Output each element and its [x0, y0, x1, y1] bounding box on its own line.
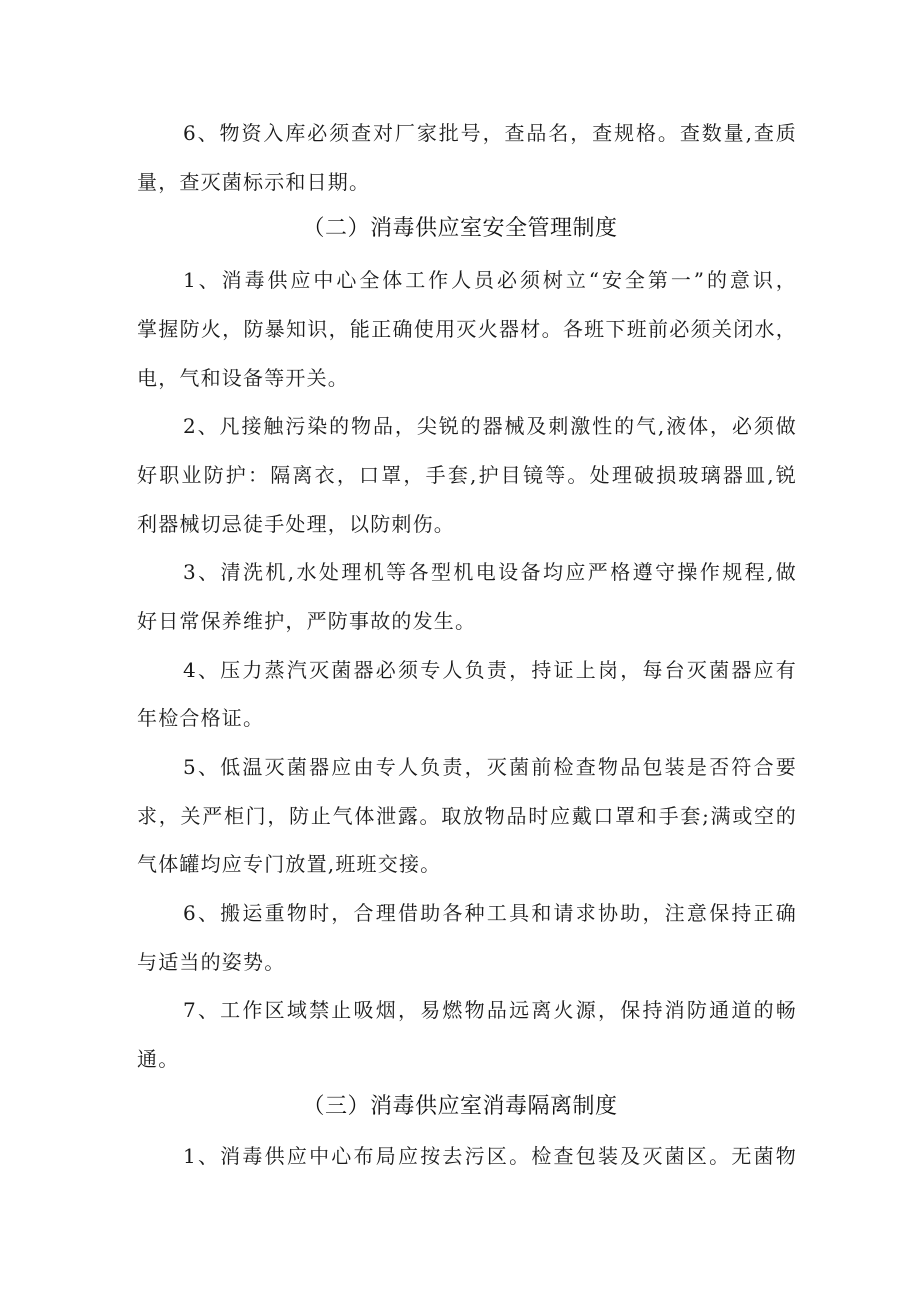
paragraph-line: 2、凡接触污染的物品，尖锐的器械及刺激性的气,液体，必须做	[183, 414, 797, 438]
paragraph-line: 利器械切忌徒手处理，以防刺伤。	[137, 512, 455, 536]
paragraph-line: 年检合格证。	[137, 706, 265, 730]
paragraph-line: 好日常保养维护，严防事故的发生。	[137, 609, 477, 633]
paragraph-line: 1、消毒供应中心全体工作人员必须树立“安全第一”的意识，	[183, 268, 797, 292]
paragraph-line: 通。	[137, 1047, 180, 1071]
section-heading: （二）消毒供应室安全管理制度	[302, 216, 618, 241]
paragraph-line: 与适当的姿势。	[137, 950, 286, 974]
paragraph-line: 6、搬运重物时，合理借助各种工具和请求协助，注意保持正确	[183, 901, 797, 925]
paragraph-line: 1、消毒供应中心布局应按去污区。检查包装及灭菌区。无菌物	[183, 1144, 797, 1168]
paragraph-line: 7、工作区域禁止吸烟，易燃物品远离火源，保持消防通道的畅	[183, 998, 797, 1022]
paragraph-line: 好职业防护：隔离衣，口罩，手套,护目镜等。处理破损玻璃器皿,锐	[137, 463, 797, 487]
paragraph-line: 5、低温灭菌器应由专人负责，灭菌前检查物品包装是否符合要	[183, 755, 797, 779]
paragraph-line: 掌握防火，防暴知识，能正确使用灭火器材。各班下班前必须关闭水，	[137, 317, 797, 341]
paragraph-line: 3、清洗机,水处理机等各型机电设备均应严格遵守操作规程,做	[183, 560, 797, 584]
paragraph-line: 4、压力蒸汽灭菌器必须专人负责，持证上岗，每台灭菌器应有	[183, 658, 797, 682]
paragraph-line: 求，关严柜门，防止气体泄露。取放物品时应戴口罩和手套;满或空的	[137, 804, 797, 828]
paragraph-line: 量，查灭菌标示和日期。	[137, 170, 371, 194]
paragraph-line: 6、物资入库必须查对厂家批号，查品名，查规格。查数量,查质	[183, 121, 797, 145]
paragraph-line: 气体罐均应专门放置,班班交接。	[137, 852, 442, 876]
paragraph-line: 电，气和设备等开关。	[137, 366, 349, 390]
section-heading: （三）消毒供应室消毒隔离制度	[302, 1094, 618, 1119]
